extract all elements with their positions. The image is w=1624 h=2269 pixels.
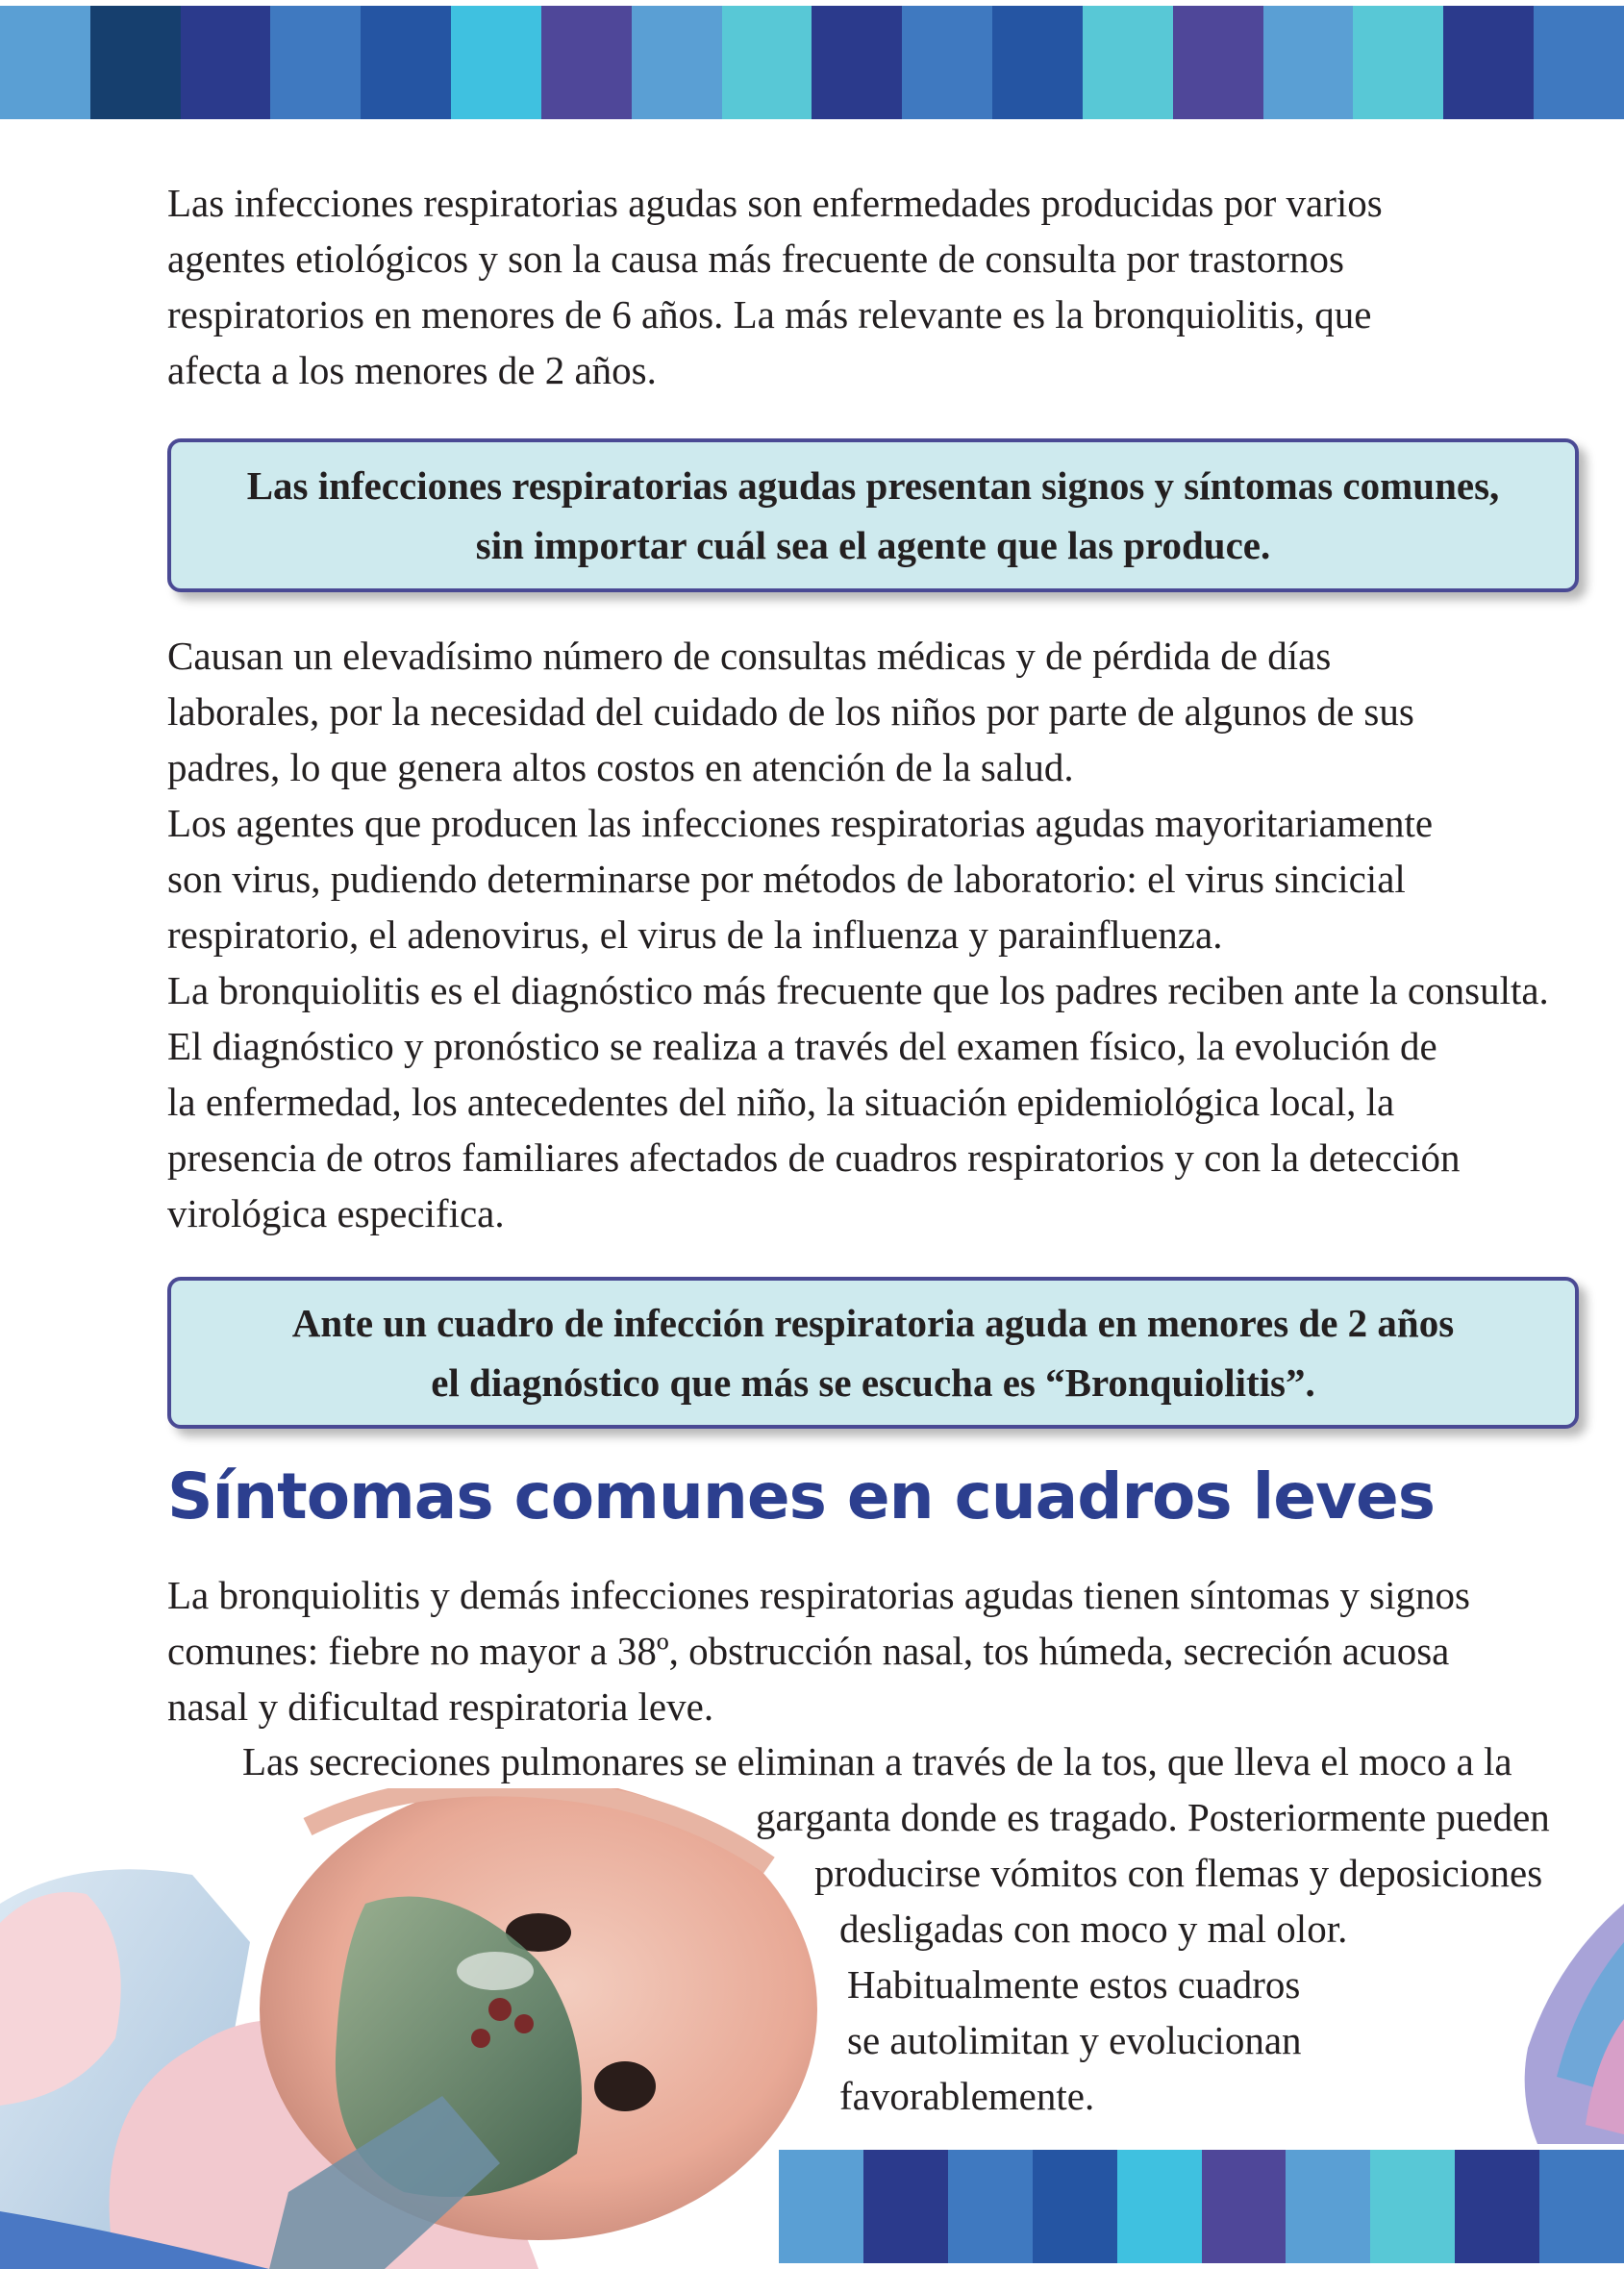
color-stripe — [1083, 6, 1173, 119]
color-stripe — [90, 6, 181, 119]
header-stripe-bar — [0, 6, 1624, 119]
secretions-line: desligadas con moco y mal olor. — [839, 1907, 1348, 1951]
color-stripe — [722, 6, 812, 119]
color-stripe — [1370, 2150, 1455, 2263]
callout-common-symptoms: Las infecciones respiratorias agudas presentan signos y síntomas comunes, sin importar cuál sea el agente que las produce. — [167, 438, 1579, 592]
color-stripe — [812, 6, 902, 119]
color-stripe — [992, 6, 1083, 119]
intro-paragraph: Las infecciones respiratorias agudas son enfermedades producidas por varios agentes etiológicos y son la causa más frecuente de consulta por trastornos respiratorios en menores de 6 años. La más relevante es la bronquiolitis, que afecta a los menores de 2 años. — [167, 181, 1383, 392]
blanket-corner-image — [1518, 1904, 1624, 2144]
color-stripe — [779, 2150, 863, 2263]
color-stripe — [1455, 2150, 1539, 2263]
color-stripe — [541, 6, 632, 119]
color-stripe — [1117, 2150, 1202, 2263]
color-stripe — [948, 2150, 1033, 2263]
color-stripe — [1173, 6, 1263, 119]
color-stripe — [1263, 6, 1354, 119]
body-paragraph: Causan un elevadísimo número de consultas médicas y de pérdida de días laborales, por la necesidad del cuidado de los niños por parte de algunos de sus padres, lo que genera altos costos en atención de la salud. Los agentes que producen las infecciones respiratorias agudas mayoritariamente son virus, pudiendo determinarse por métodos de laboratorio: el virus sincicial respiratorio, el adenovirus, el virus de la influenza y parainfluenza. La bronquiolitis es el diagnóstico más frecuente que los padres reciben ante la consulta. El diagnóstico y pronóstico se realiza a través del examen físico, la evolución de la enfermedad, los antecedentes del niño, la situación epidemiológica local, la presencia de otros familiares afectados de cuadros respiratorios y con la detección virológica especifica. — [167, 634, 1549, 1235]
color-stripe — [863, 2150, 948, 2263]
color-stripe — [902, 6, 992, 119]
secretions-line: se autolimitan y evolucionan — [847, 2018, 1302, 2062]
secretions-line: favorablemente. — [839, 2074, 1095, 2118]
section-heading: Síntomas comunes en cuadros leves — [167, 1459, 1436, 1533]
color-stripe — [181, 6, 271, 119]
color-stripe — [1443, 6, 1534, 119]
color-stripe — [270, 6, 361, 119]
color-stripe — [1539, 2150, 1624, 2263]
secretions-line: producirse vómitos con flemas y deposiciones — [814, 1851, 1543, 1895]
color-stripe — [451, 6, 541, 119]
symptoms-paragraph: La bronquiolitis y demás infecciones respiratorias agudas tienen síntomas y signos comunes: fiebre no mayor a 38º, obstrucción nasal, tos húmeda, secreción acuosa nasal y dificultad respiratoria leve. — [167, 1573, 1470, 1729]
baby-nebulizer-photo — [0, 1788, 827, 2269]
color-stripe — [1202, 2150, 1287, 2263]
color-stripe — [0, 6, 90, 119]
secretions-line: Las secreciones pulmonares se eliminan a través de la tos, que lleva el moco a la — [242, 1739, 1512, 1783]
color-stripe — [1286, 2150, 1370, 2263]
secretions-line: garganta donde es tragado. Posteriormente pueden — [756, 1795, 1550, 1839]
footer-stripe-bar — [779, 2150, 1624, 2263]
color-stripe — [361, 6, 451, 119]
secretions-line: Habitualmente estos cuadros — [847, 1962, 1301, 2007]
color-stripe — [1353, 6, 1443, 119]
color-stripe — [1033, 2150, 1117, 2263]
color-stripe — [1534, 6, 1624, 119]
callout-bronchiolitis-diagnosis: Ante un cuadro de infección respiratoria aguda en menores de 2 años el diagnóstico que más se escucha es “Bronquiolitis”. — [167, 1277, 1579, 1429]
color-stripe — [632, 6, 722, 119]
